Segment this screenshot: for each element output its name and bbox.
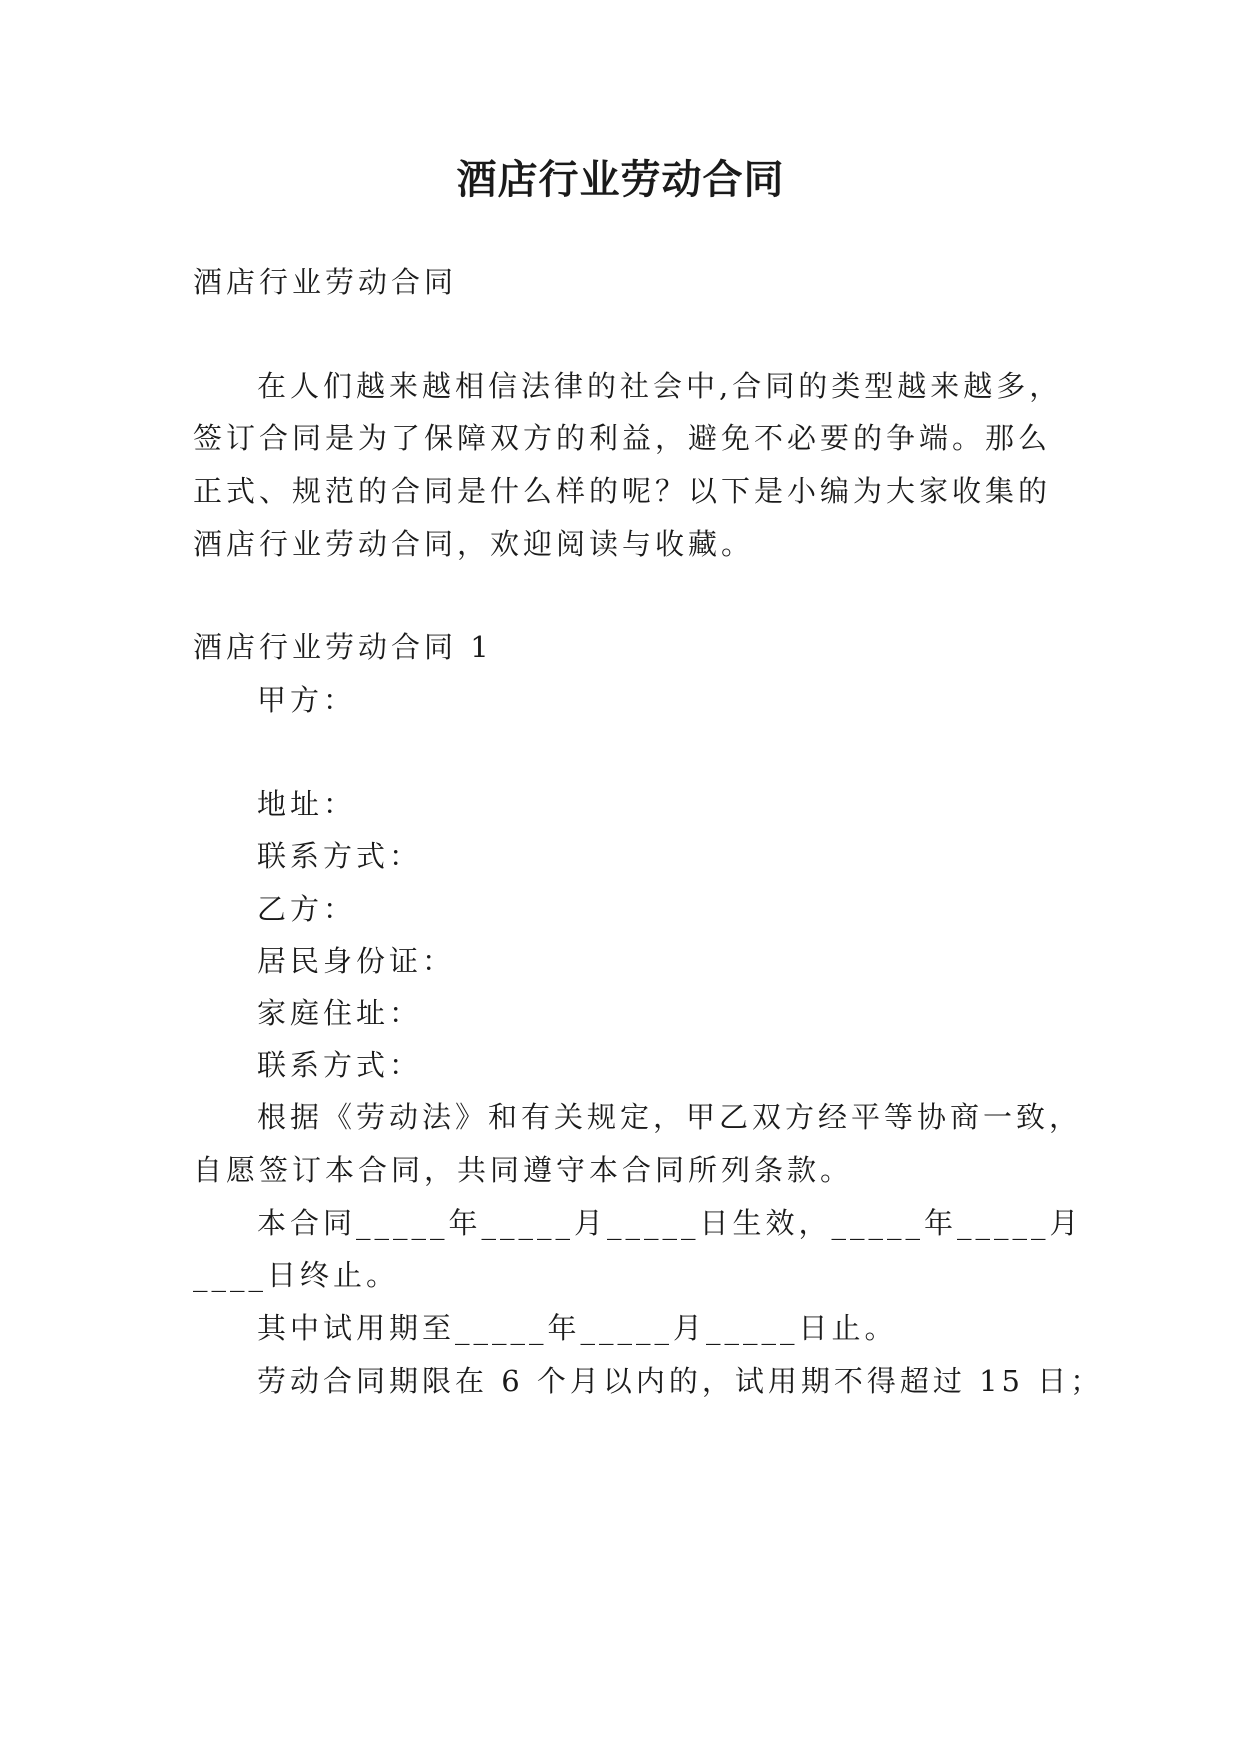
intro-line-2: 签订合同是为了保障双方的利益，避免不必要的争端。那么 (193, 421, 1052, 455)
document-subtitle: 酒店行业劳动合同 (193, 265, 458, 299)
home-address-label: 家庭住址： (257, 996, 423, 1030)
party-b-label: 乙方： (257, 892, 357, 926)
intro-line-3: 正式、规范的合同是什么样的呢？以下是小编为大家收集的 (193, 474, 1052, 508)
contact-b-label: 联系方式： (257, 1048, 423, 1082)
id-card-label: 居民身份证： (257, 944, 456, 978)
contact-a-label: 联系方式： (257, 839, 423, 873)
probation-rule-line: 劳动合同期限在 6 个月以内的，试用期不得超过 15 日； (257, 1364, 1104, 1398)
document-title: 酒店行业劳动合同 (456, 157, 785, 203)
address-label: 地址： (257, 787, 357, 821)
probation-line: 其中试用期至_____年_____月_____日止。 (257, 1311, 898, 1345)
intro-line-4: 酒店行业劳动合同，欢迎阅读与收藏。 (193, 527, 755, 561)
term-line-1: 本合同_____年_____月_____日生效，_____年_____月 (257, 1206, 1083, 1240)
section-heading: 酒店行业劳动合同 1 (193, 630, 493, 664)
agreement-line-2: 自愿签订本合同，共同遵守本合同所列条款。 (193, 1153, 854, 1187)
agreement-line-1: 根据《劳动法》和有关规定，甲乙双方经平等协商一致， (257, 1100, 1083, 1134)
intro-line-1: 在人们越来越相信法律的社会中,合同的类型越来越多， (257, 369, 1063, 403)
term-line-2: ____日终止。 (193, 1258, 400, 1292)
party-a-label: 甲方： (257, 683, 357, 717)
